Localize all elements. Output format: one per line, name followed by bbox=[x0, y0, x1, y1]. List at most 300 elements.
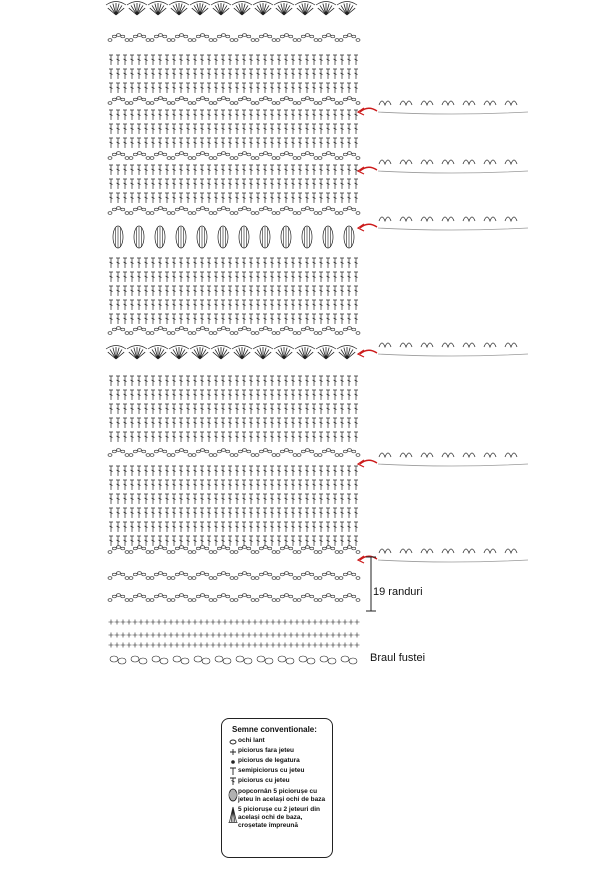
chain-mark bbox=[117, 97, 121, 100]
edging-motif-row bbox=[378, 343, 528, 356]
chain-mark bbox=[234, 599, 238, 602]
dc-mark bbox=[291, 390, 295, 400]
chain-mark bbox=[234, 332, 238, 335]
chain-mark bbox=[171, 599, 175, 602]
chain-mark bbox=[310, 328, 314, 331]
dc-mark bbox=[333, 466, 337, 476]
chain-mark bbox=[188, 599, 192, 602]
dc-mark bbox=[256, 494, 260, 504]
sc-mark bbox=[121, 633, 126, 638]
dc-mark bbox=[263, 138, 267, 148]
dc-mark bbox=[291, 179, 295, 189]
chain-mark bbox=[280, 595, 284, 598]
dc-mark bbox=[347, 193, 351, 203]
chain-mark bbox=[318, 599, 322, 602]
chain-mark bbox=[167, 599, 171, 602]
dc-mark bbox=[340, 179, 344, 189]
chain-mark bbox=[280, 153, 284, 156]
dc-mark bbox=[305, 138, 309, 148]
dc-mark bbox=[130, 418, 134, 428]
belt-mark bbox=[173, 656, 181, 662]
sc-mark bbox=[289, 620, 294, 625]
dc-mark bbox=[172, 300, 176, 310]
dc-mark bbox=[123, 522, 127, 532]
dc-mark bbox=[186, 522, 190, 532]
bracket-line bbox=[366, 557, 376, 611]
chain-mark bbox=[255, 599, 259, 602]
chain-mark bbox=[327, 449, 331, 452]
dc-mark bbox=[151, 390, 155, 400]
chain-mark bbox=[167, 551, 171, 554]
legend-item-cluster bbox=[228, 806, 326, 830]
dc-mark bbox=[214, 390, 218, 400]
belt-mark bbox=[286, 658, 294, 664]
dc-mark bbox=[179, 300, 183, 310]
chain-mark bbox=[255, 39, 259, 42]
chain-mark bbox=[213, 577, 217, 580]
chain-mark bbox=[264, 572, 268, 575]
dc-mark bbox=[130, 110, 134, 120]
sc-mark bbox=[247, 633, 252, 638]
chain-mark bbox=[306, 34, 310, 37]
dc-mark bbox=[263, 272, 267, 282]
dc-mark bbox=[158, 522, 162, 532]
chain-mark bbox=[226, 98, 230, 101]
popcorn-stroke bbox=[221, 227, 226, 248]
chain-mark bbox=[138, 594, 142, 597]
dc-mark bbox=[284, 193, 288, 203]
dc-mark bbox=[109, 418, 113, 428]
dc-mark bbox=[298, 124, 302, 134]
edging-leaf bbox=[484, 549, 496, 553]
chain-mark bbox=[285, 594, 289, 597]
chain-mark bbox=[285, 546, 289, 549]
dc-mark bbox=[207, 466, 211, 476]
chain-mark bbox=[175, 208, 179, 211]
dc-mark bbox=[228, 83, 232, 93]
sc-mark bbox=[259, 643, 264, 648]
sc-mark bbox=[139, 643, 144, 648]
dc-mark bbox=[207, 55, 211, 65]
chain-mark bbox=[352, 208, 356, 211]
dc-mark bbox=[137, 300, 141, 310]
dc-mark bbox=[228, 480, 232, 490]
chain-arc-row bbox=[108, 34, 360, 42]
dc-mark bbox=[172, 69, 176, 79]
placement-arrows bbox=[358, 108, 377, 563]
chain-mark bbox=[318, 39, 322, 42]
dc-mark bbox=[144, 272, 148, 282]
popcorn-stroke bbox=[158, 227, 163, 248]
chain-mark bbox=[171, 157, 175, 160]
belt-mark bbox=[257, 656, 265, 662]
chain-mark bbox=[243, 152, 247, 155]
dc-mark bbox=[256, 300, 260, 310]
dc-mark bbox=[193, 179, 197, 189]
dc-mark bbox=[200, 300, 204, 310]
dc-mark bbox=[179, 404, 183, 414]
legend-label: piciorus fara jeteu bbox=[238, 747, 294, 754]
dc-mark bbox=[319, 404, 323, 414]
chain-mark bbox=[201, 34, 205, 37]
dc-mark bbox=[249, 272, 253, 282]
dc-mark bbox=[235, 138, 239, 148]
sc-mark bbox=[319, 633, 324, 638]
chain-mark bbox=[343, 153, 347, 156]
dc-row bbox=[109, 258, 358, 268]
dc-mark bbox=[179, 376, 183, 386]
dc-mark bbox=[340, 124, 344, 134]
dc-mark bbox=[144, 404, 148, 414]
chain-mark bbox=[117, 594, 121, 597]
dc-mark bbox=[151, 69, 155, 79]
sc-mark bbox=[271, 620, 276, 625]
dc-mark bbox=[193, 165, 197, 175]
chain-mark bbox=[154, 547, 158, 550]
dc-mark bbox=[214, 536, 218, 546]
chain-mark bbox=[230, 577, 234, 580]
dc-mark bbox=[312, 432, 316, 442]
dc-mark bbox=[284, 124, 288, 134]
dc-mark bbox=[207, 286, 211, 296]
dc-mark bbox=[242, 376, 246, 386]
chain-mark bbox=[171, 212, 175, 215]
dc-mark bbox=[158, 55, 162, 65]
chain-mark bbox=[112, 35, 116, 38]
edging-leaf bbox=[484, 217, 496, 221]
dc-mark bbox=[228, 376, 232, 386]
dc-mark bbox=[333, 179, 337, 189]
dc-mark bbox=[347, 286, 351, 296]
dc-mark bbox=[319, 376, 323, 386]
dc-mark bbox=[123, 432, 127, 442]
dc-mark bbox=[347, 165, 351, 175]
chain-mark bbox=[289, 328, 293, 331]
dc-mark bbox=[200, 193, 204, 203]
dc-mark bbox=[333, 390, 337, 400]
dc-mark bbox=[291, 522, 295, 532]
chain-mark bbox=[327, 152, 331, 155]
chain-mark bbox=[335, 102, 339, 105]
edging-motif-row bbox=[378, 453, 528, 466]
dc-mark bbox=[305, 390, 309, 400]
dc-mark bbox=[144, 193, 148, 203]
dc-mark bbox=[116, 314, 120, 324]
belt-mark bbox=[160, 658, 168, 664]
chain-mark bbox=[222, 594, 226, 597]
dc-mark bbox=[137, 376, 141, 386]
chain-mark bbox=[276, 157, 280, 160]
dc-mark bbox=[116, 272, 120, 282]
dc-mark bbox=[340, 300, 344, 310]
dc-mark bbox=[109, 286, 113, 296]
dc-mark bbox=[179, 286, 183, 296]
chain-mark bbox=[272, 157, 276, 160]
dc-mark bbox=[200, 83, 204, 93]
chain-mark bbox=[264, 34, 268, 37]
chain-mark bbox=[243, 97, 247, 100]
dc-mark bbox=[312, 83, 316, 93]
dc-mark bbox=[333, 432, 337, 442]
chain-mark bbox=[318, 551, 322, 554]
chain-mark bbox=[285, 449, 289, 452]
dc-mark bbox=[186, 508, 190, 518]
chain-mark bbox=[268, 450, 272, 453]
chain-mark bbox=[142, 573, 146, 576]
chain-mark bbox=[306, 327, 310, 330]
dc-mark bbox=[214, 110, 218, 120]
legend-item-hdc bbox=[228, 767, 326, 776]
sc-mark bbox=[277, 633, 282, 638]
fan-mark bbox=[108, 347, 124, 359]
dc-mark bbox=[277, 522, 281, 532]
chain-mark bbox=[163, 153, 167, 156]
dc-mark bbox=[137, 179, 141, 189]
edging-base bbox=[378, 112, 528, 114]
chain-mark bbox=[129, 551, 133, 554]
dc-mark bbox=[158, 110, 162, 120]
chain-mark bbox=[289, 450, 293, 453]
sc-mark bbox=[193, 643, 198, 648]
chain-mark bbox=[272, 39, 276, 42]
chain-mark bbox=[213, 332, 217, 335]
dc-mark bbox=[200, 418, 204, 428]
chain-mark bbox=[306, 594, 310, 597]
dc-mark bbox=[298, 418, 302, 428]
dc-mark bbox=[214, 376, 218, 386]
dc-mark bbox=[123, 300, 127, 310]
chain-mark bbox=[251, 599, 255, 602]
chain-arc-row bbox=[108, 207, 360, 215]
dc-mark bbox=[179, 258, 183, 268]
chain-mark bbox=[335, 212, 339, 215]
dc-mark bbox=[214, 300, 218, 310]
chain-mark bbox=[213, 454, 217, 457]
chain-mark bbox=[201, 572, 205, 575]
chain-mark bbox=[259, 573, 263, 576]
dc-mark bbox=[347, 272, 351, 282]
dc-mark bbox=[179, 69, 183, 79]
dc-mark bbox=[221, 179, 225, 189]
popcorn-stroke bbox=[200, 227, 205, 248]
dc-mark bbox=[347, 390, 351, 400]
dc-mark bbox=[123, 494, 127, 504]
belt-mark bbox=[215, 656, 223, 662]
dc-mark bbox=[263, 466, 267, 476]
chain-mark bbox=[192, 577, 196, 580]
dc-mark bbox=[249, 466, 253, 476]
sc-mark bbox=[175, 620, 180, 625]
dc-mark bbox=[277, 300, 281, 310]
chain-mark bbox=[272, 332, 276, 335]
dc-mark bbox=[151, 124, 155, 134]
fan-mark bbox=[318, 347, 334, 359]
dc-mark bbox=[277, 272, 281, 282]
dc-mark bbox=[249, 258, 253, 268]
chain-mark bbox=[226, 35, 230, 38]
chain-mark bbox=[268, 208, 272, 211]
chain-mark bbox=[306, 207, 310, 210]
dc-mark bbox=[270, 110, 274, 120]
dc-mark bbox=[221, 83, 225, 93]
dc-mark bbox=[270, 466, 274, 476]
edging-leaf bbox=[463, 453, 475, 457]
dc-mark bbox=[340, 390, 344, 400]
dc-mark bbox=[256, 55, 260, 65]
dc-mark bbox=[144, 494, 148, 504]
dc-mark bbox=[116, 418, 120, 428]
sc-mark bbox=[217, 620, 222, 625]
dc-mark bbox=[284, 376, 288, 386]
dc-mark bbox=[340, 522, 344, 532]
dc-mark bbox=[193, 536, 197, 546]
sc-mark bbox=[271, 643, 276, 648]
dc-mark bbox=[326, 300, 330, 310]
sc-mark bbox=[169, 643, 174, 648]
dc-mark bbox=[312, 404, 316, 414]
chain-mark bbox=[322, 547, 326, 550]
chain-mark bbox=[331, 595, 335, 598]
chain-mark bbox=[280, 573, 284, 576]
sc-mark bbox=[349, 620, 354, 625]
chain-mark bbox=[209, 39, 213, 42]
dc-mark bbox=[319, 418, 323, 428]
dc-mark bbox=[186, 536, 190, 546]
dc-mark bbox=[130, 480, 134, 490]
dc-row bbox=[109, 376, 358, 386]
dc-mark bbox=[347, 55, 351, 65]
chain-mark bbox=[175, 98, 179, 101]
chain-mark bbox=[188, 39, 192, 42]
dc-mark bbox=[186, 286, 190, 296]
chain-mark bbox=[175, 573, 179, 576]
dc-mark bbox=[333, 258, 337, 268]
sc-mark bbox=[181, 620, 186, 625]
dc-mark bbox=[193, 314, 197, 324]
chain-mark bbox=[222, 546, 226, 549]
dc-mark bbox=[354, 494, 358, 504]
sc-mark bbox=[241, 633, 246, 638]
chain-mark bbox=[306, 572, 310, 575]
chain-mark bbox=[352, 595, 356, 598]
chain-mark bbox=[138, 546, 142, 549]
dc-mark bbox=[291, 418, 295, 428]
dc-mark bbox=[109, 272, 113, 282]
dc-mark bbox=[270, 286, 274, 296]
chain-mark bbox=[264, 97, 268, 100]
edging-leaf bbox=[379, 101, 391, 105]
chain-mark bbox=[117, 546, 121, 549]
edging-leaf bbox=[505, 217, 517, 221]
sc-mark bbox=[169, 633, 174, 638]
chain-mark bbox=[234, 157, 238, 160]
chain-mark bbox=[280, 208, 284, 211]
chain-mark bbox=[280, 98, 284, 101]
dc-mark bbox=[179, 55, 183, 65]
chain-mark bbox=[272, 454, 276, 457]
dc-mark bbox=[193, 300, 197, 310]
chain-mark bbox=[146, 599, 150, 602]
popcorn-stroke bbox=[263, 227, 268, 248]
chain-mark bbox=[167, 577, 171, 580]
chain-mark bbox=[112, 153, 116, 156]
dc-mark bbox=[249, 110, 253, 120]
dc-mark bbox=[235, 300, 239, 310]
edging-leaf bbox=[505, 453, 517, 457]
fan-mark bbox=[108, 3, 124, 15]
dc-mark bbox=[214, 432, 218, 442]
dc-mark bbox=[116, 300, 120, 310]
dc-mark bbox=[207, 300, 211, 310]
chain-mark bbox=[251, 332, 255, 335]
popcorn-row bbox=[113, 226, 354, 248]
chain-mark bbox=[293, 454, 297, 457]
dc-mark bbox=[200, 314, 204, 324]
edging-leaf bbox=[505, 343, 517, 347]
dc-mark bbox=[144, 432, 148, 442]
dc-mark bbox=[242, 466, 246, 476]
dc-mark bbox=[137, 272, 141, 282]
dc-mark bbox=[326, 179, 330, 189]
dc-mark bbox=[158, 165, 162, 175]
sc-mark bbox=[223, 633, 228, 638]
chain-mark bbox=[108, 454, 112, 457]
dc-mark bbox=[354, 258, 358, 268]
chain-mark bbox=[306, 546, 310, 549]
chain-mark bbox=[331, 98, 335, 101]
dc-mark bbox=[270, 272, 274, 282]
dc-mark bbox=[312, 258, 316, 268]
sc-mark bbox=[223, 643, 228, 648]
dc-mark bbox=[235, 466, 239, 476]
dc-row bbox=[109, 83, 358, 93]
dc-mark bbox=[312, 314, 316, 324]
dc-mark bbox=[305, 272, 309, 282]
chain-mark bbox=[343, 98, 347, 101]
chain-mark bbox=[133, 573, 137, 576]
chain-mark bbox=[142, 547, 146, 550]
chain-mark bbox=[201, 449, 205, 452]
chain-mark bbox=[285, 207, 289, 210]
dc-mark bbox=[207, 258, 211, 268]
dc-mark bbox=[109, 390, 113, 400]
dc-mark bbox=[172, 124, 176, 134]
dc-mark bbox=[158, 124, 162, 134]
dc-mark bbox=[235, 314, 239, 324]
dc-mark bbox=[326, 494, 330, 504]
chain-mark bbox=[154, 208, 158, 211]
dc-mark bbox=[263, 55, 267, 65]
chain-mark bbox=[238, 153, 242, 156]
dc-mark bbox=[221, 418, 225, 428]
chain-mark bbox=[348, 97, 352, 100]
dc-mark bbox=[270, 124, 274, 134]
dc-mark bbox=[130, 390, 134, 400]
dc-mark bbox=[144, 165, 148, 175]
dc-mark bbox=[242, 522, 246, 532]
fan-mark bbox=[234, 347, 250, 359]
chain-mark bbox=[276, 577, 280, 580]
dc-mark bbox=[333, 55, 337, 65]
dc-mark bbox=[116, 494, 120, 504]
chain-mark bbox=[222, 152, 226, 155]
dc-mark bbox=[326, 55, 330, 65]
sc-mark bbox=[277, 620, 282, 625]
chain-mark bbox=[188, 551, 192, 554]
dc-mark bbox=[207, 536, 211, 546]
chain-mark bbox=[322, 208, 326, 211]
dc-mark bbox=[200, 138, 204, 148]
